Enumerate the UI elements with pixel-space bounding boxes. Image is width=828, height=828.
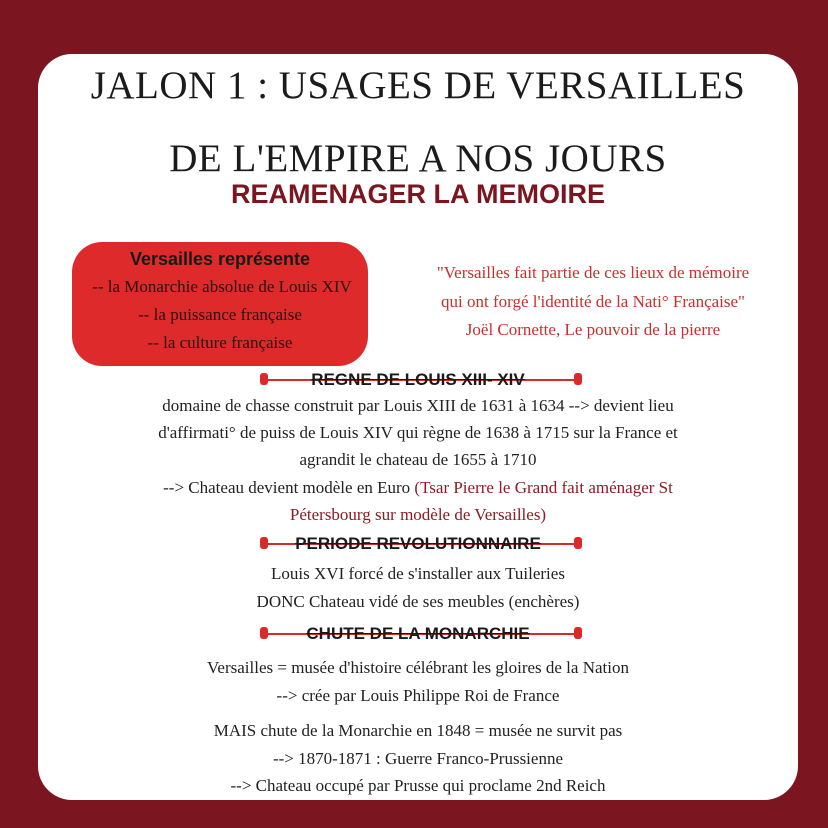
page-title-line1: JALON 1 : USAGES DE VERSAILLES [90, 64, 746, 107]
section-heading-label: CHUTE DE LA MONARCHIE [306, 624, 530, 643]
heading-right-cap [574, 627, 582, 639]
section-text-line: --> 1870-1871 : Guerre Franco-Prussienne [272, 749, 563, 768]
section-text-line: --> crée par Louis Philippe Roi de France [276, 686, 560, 705]
section-text-line: agrandit le chateau de 1655 à 1710 [299, 450, 537, 469]
represente-item: -- la culture française [147, 333, 293, 352]
section-text-line: MAIS chute de la Monarchie en 1848 = musée ne survit pas [213, 721, 623, 740]
section-heading-label: PERIODE REVOLUTIONNAIRE [295, 534, 541, 553]
section-text-line: d'affirmati° de puiss de Louis XIV qui règne de 1638 à 1715 sur la France et [158, 423, 678, 442]
section-text-line: domaine de chasse construit par Louis XIII de 1631 à 1634 --> devient lieu [162, 396, 674, 415]
section-text-line: --> Chateau occupé par Prusse qui proclame 2nd Reich [230, 776, 606, 795]
section-heading-revolution [38, 532, 798, 556]
page-subtitle: REAMENAGER LA MEMOIRE [230, 179, 605, 209]
model-line-note: (Tsar Pierre le Grand fait aménager St [414, 478, 673, 497]
section-text-line: Louis XVI forcé de s'installer aux Tuileries [271, 564, 565, 583]
quote-line: qui ont forgé l'identité de la Nati° Française" [441, 292, 745, 311]
section-heading-chute [38, 622, 798, 646]
section-heading-regne [38, 368, 798, 392]
section-text-line [38, 479, 798, 496]
page-title-line2: DE L'EMPIRE A NOS JOURS [169, 137, 667, 180]
represente-box-title: Versailles représente [129, 249, 311, 269]
section-text-line: Versailles = musée d'histoire célébrant les gloires de la Nation [207, 658, 629, 677]
content-card [38, 54, 798, 800]
quote-attribution: Joël Cornette, Le pouvoir de la pierre [465, 320, 721, 339]
section-text-line: DONC Chateau vidé de ses meubles (enchères) [256, 592, 580, 611]
represente-item: -- la Monarchie absolue de Louis XIV [92, 277, 352, 296]
model-line-prefix: --> Chateau devient modèle en Euro [163, 478, 415, 497]
section-heading-label: REGNE DE LOUIS XIII- XIV [311, 370, 525, 389]
heading-right-cap [574, 537, 582, 549]
versailles-represente-box [72, 242, 368, 366]
represente-item: -- la puissance française [138, 305, 302, 324]
model-line-note-continued: Pétersbourg sur modèle de Versailles) [289, 505, 547, 524]
heading-right-cap [574, 373, 582, 385]
quote-line: "Versailles fait partie de ces lieux de mémoire [436, 263, 750, 282]
